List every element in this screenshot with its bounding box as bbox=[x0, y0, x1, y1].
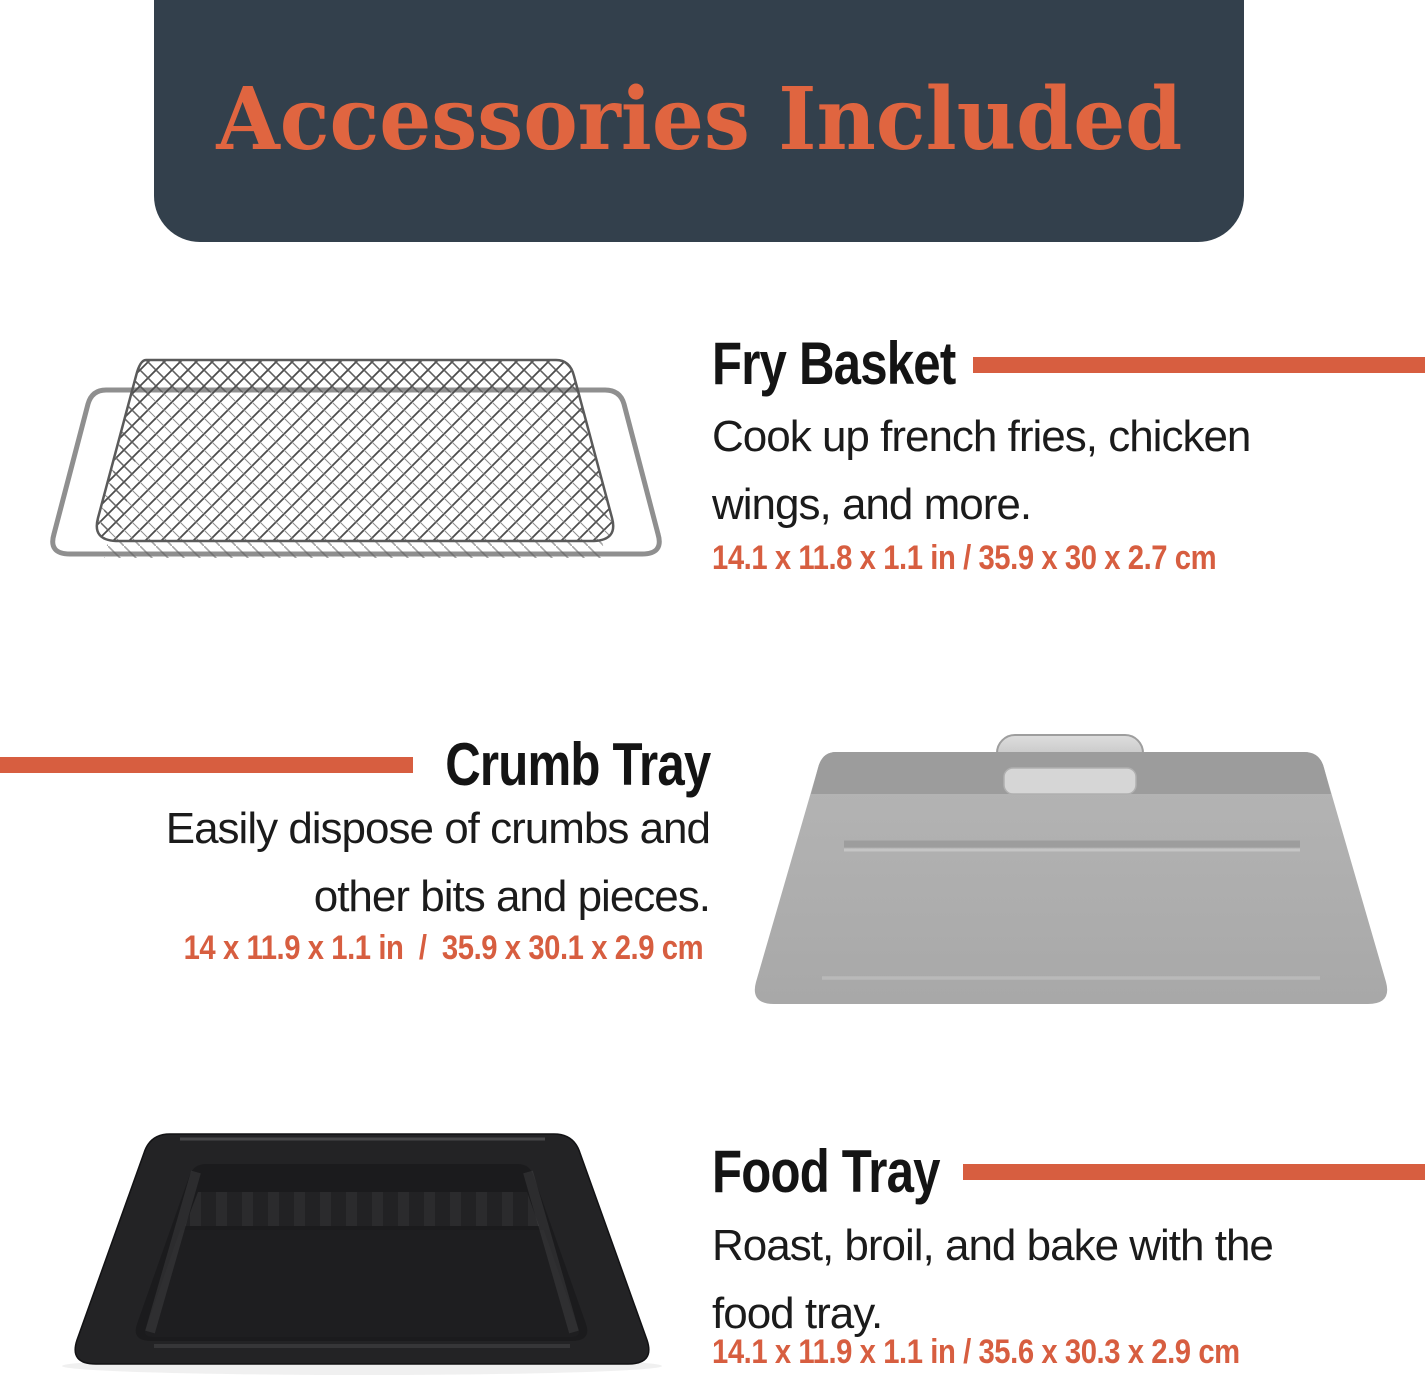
section-desc-crumb-tray bbox=[166, 795, 710, 931]
desc-line: food tray. bbox=[712, 1289, 883, 1338]
accent-bar-fry-basket bbox=[973, 357, 1425, 373]
desc-line: Roast, broil, and bake with the bbox=[712, 1221, 1273, 1270]
accent-bar-crumb-tray bbox=[0, 757, 413, 773]
section-dimensions-crumb-tray: 14 x 11.9 x 1.1 in / 35.9 x 30.1 x 2.9 cm bbox=[183, 929, 703, 967]
section-desc-food-tray bbox=[712, 1212, 1273, 1348]
desc-line: wings, and more. bbox=[712, 480, 1032, 529]
crumb-tray-handle-front bbox=[1004, 768, 1136, 794]
header-banner bbox=[154, 0, 1244, 242]
food-tray-image bbox=[30, 1122, 695, 1377]
fry-basket-mesh-bottom bbox=[104, 541, 606, 558]
crumb-tray-image bbox=[752, 732, 1392, 1010]
section-dimensions-food-tray: 14.1 x 11.9 x 1.1 in / 35.6 x 30.3 x 2.9 cm bbox=[712, 1333, 1240, 1371]
section-desc-fry-basket bbox=[712, 403, 1250, 539]
food-tray-ridges bbox=[185, 1192, 539, 1226]
accent-bar-food-tray bbox=[963, 1164, 1425, 1180]
food-tray-floor bbox=[145, 1230, 579, 1337]
desc-line: other bits and pieces. bbox=[313, 872, 710, 921]
desc-line: Cook up french fries, chicken bbox=[712, 412, 1251, 461]
section-title-crumb-tray: Crumb Tray bbox=[444, 731, 710, 798]
desc-line: Easily dispose of crumbs and bbox=[165, 804, 710, 853]
section-title-fry-basket: Fry Basket bbox=[712, 330, 956, 397]
fry-basket-image bbox=[28, 338, 683, 573]
section-title-food-tray: Food Tray bbox=[712, 1138, 940, 1205]
page-title: Accessories Included bbox=[216, 68, 1182, 170]
fry-basket-mesh-band bbox=[131, 360, 571, 392]
section-dimensions-fry-basket: 14.1 x 11.8 x 1.1 in / 35.9 x 30 x 2.7 cm bbox=[712, 539, 1217, 577]
